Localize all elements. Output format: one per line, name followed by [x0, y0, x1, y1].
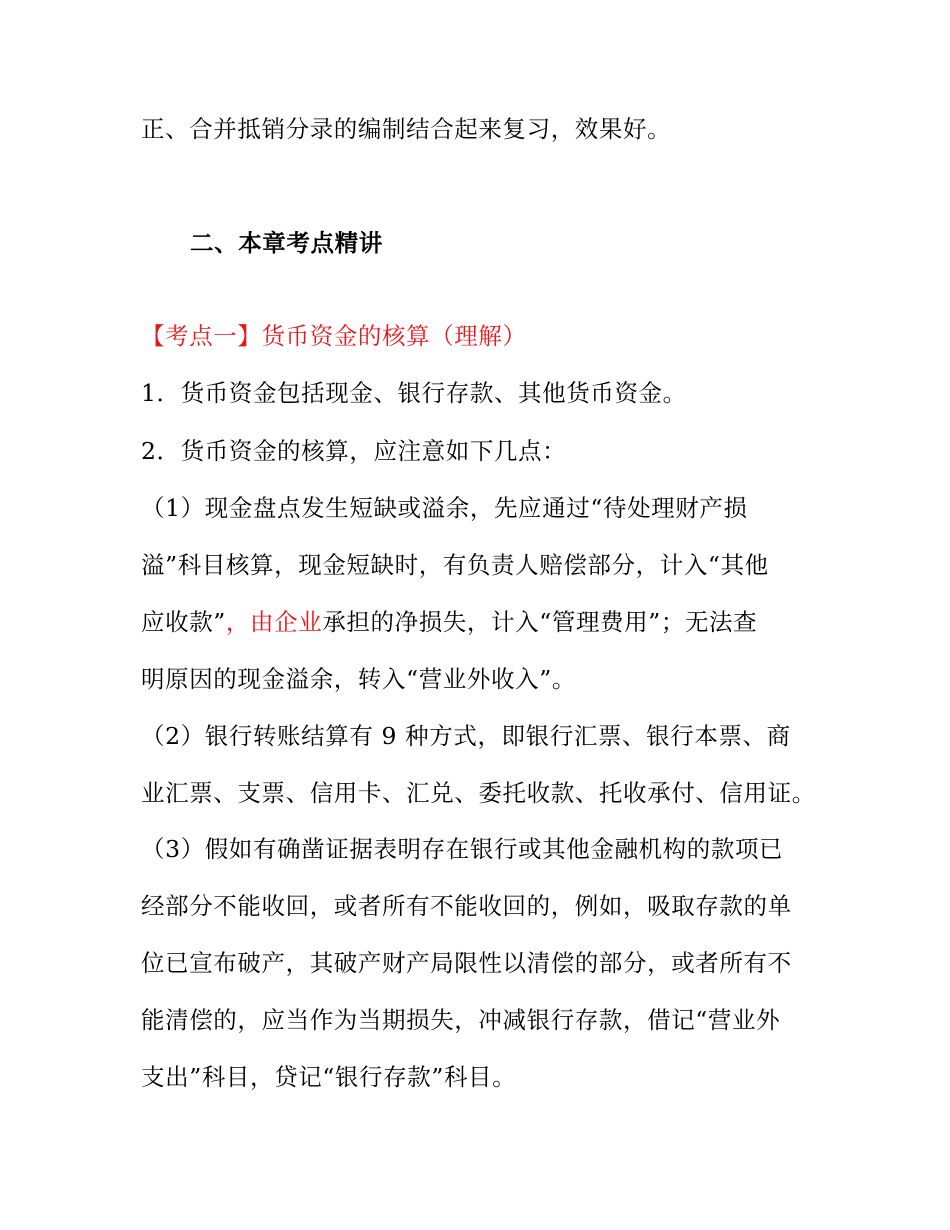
paragraph-item-2: 2．货币资金的核算，应注意如下几点：: [141, 437, 567, 465]
text-line: 业汇票、支票、信用卡、汇兑、委托收款、托收承付、信用证。: [141, 779, 816, 807]
text-segment: 承担的净损失，计入“管理费用”；无法查: [322, 608, 758, 636]
text-line: 支出”科目，贷记“银行存款”科目。: [141, 1063, 517, 1091]
text-segment: 应收款”: [141, 608, 226, 636]
text-line: （2）银行转账结算有 9 种方式，即银行汇票、银行本票、商: [141, 722, 791, 750]
highlighted-text: ，由企业: [225, 608, 323, 636]
text-line: 明原因的现金溢余，转入“营业外收入”。: [141, 665, 576, 693]
text-line: 位已宣布破产，其破产财产局限性以清偿的部分，或者所有不: [141, 949, 792, 977]
text-line: 经部分不能收回，或者所有不能收回的，例如，吸取存款的单: [141, 892, 792, 920]
paragraph-item-1: 1．货币资金包括现金、银行存款、其他货币资金。: [141, 379, 687, 407]
text-line: 能清偿的，应当作为当期损失，冲减银行存款，借记“营业外: [141, 1006, 781, 1034]
text-line: 正、合并抵销分录的编制结合起来复习，效果好。: [141, 115, 672, 143]
topic-title: 【考点一】货币资金的核算（理解）: [141, 322, 527, 350]
text-line: （3）假如有确凿证据表明存在银行或其他金融机构的款项已: [141, 835, 784, 863]
text-line: [141, 607, 757, 637]
section-heading: 二、本章考点精讲: [190, 229, 383, 257]
text-line: 溢”科目核算，现金短缺时，有负责人赔偿部分，计入“其他: [141, 551, 769, 579]
text-line: （1）现金盘点发生短缺或溢余，先应通过“待处理财产损: [141, 494, 748, 522]
